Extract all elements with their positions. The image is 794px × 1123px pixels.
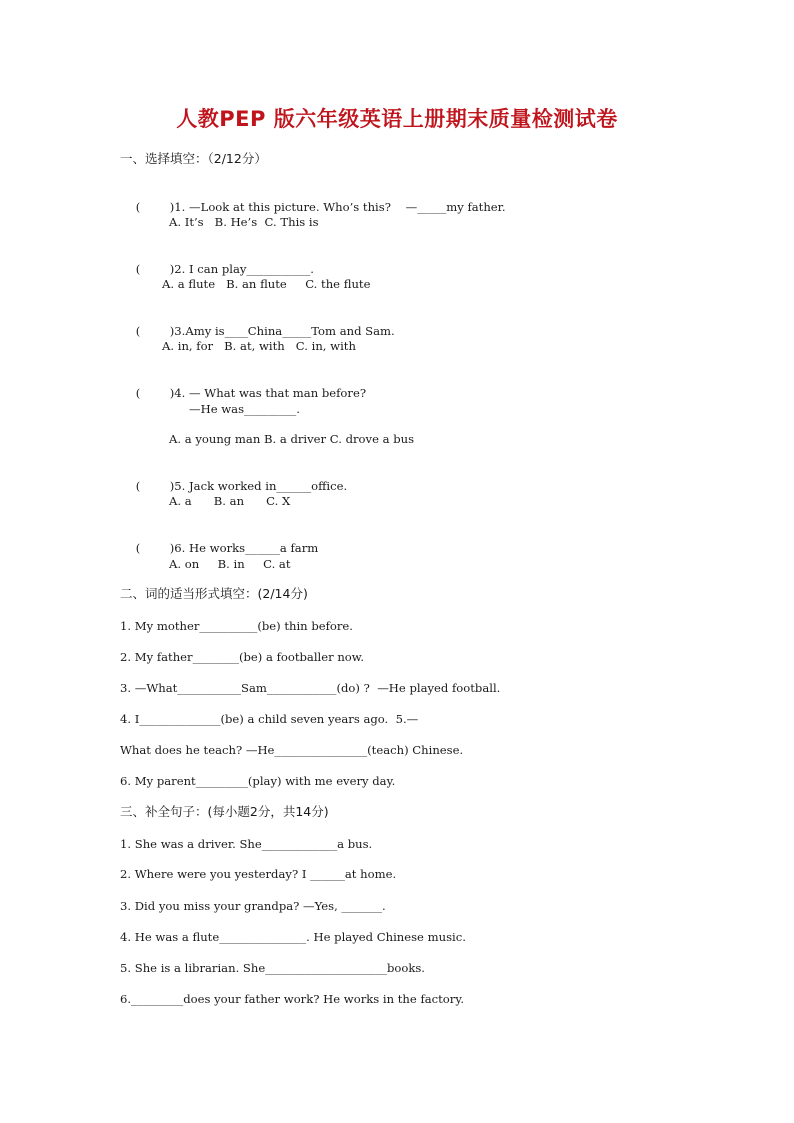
question-1-options: A. It’s B. He’s C. This is — [169, 215, 319, 229]
sentence-line: 1. She was a driver. She_____________a bus. — [120, 837, 373, 851]
answer-paren-close: ) — [169, 200, 175, 214]
fill-line: 4. I______________(be) a child seven years ago. 5.— — [120, 712, 419, 726]
question-6-options: A. on B. in C. at — [169, 557, 291, 571]
fill-line: 2. My father________(be) a footballer now. — [120, 650, 365, 664]
answer-paren-open: ( — [135, 541, 141, 555]
answer-paren-close: ) — [169, 324, 175, 338]
section-3-heading: 三、补全句子：(每小题2分，共14分) — [120, 804, 329, 819]
question-stem: 3.Amy is____China_____Tom and Sam. — [174, 324, 395, 338]
question-stem: 4. — What was that man before? — [174, 386, 367, 400]
question-4-sub: —He was_________. — [189, 402, 300, 416]
answer-paren-open: ( — [135, 324, 141, 338]
answer-paren-close: ) — [169, 541, 175, 555]
sentence-line: 3. Did you miss your grandpa? —Yes, _______. — [120, 899, 386, 913]
answer-paren-close: ) — [169, 479, 175, 493]
section-2-heading: 二、词的适当形式填空：(2/14分) — [120, 586, 308, 601]
fill-line: 1. My mother__________(be) thin before. — [120, 619, 353, 633]
fill-line: 6. My parent_________(play) with me every day. — [120, 774, 396, 788]
sentence-line: 6._________does your father work? He works in the factory. — [120, 992, 465, 1006]
question-5-options: A. a B. an C. X — [169, 494, 291, 508]
question-stem: 5. Jack worked in______office. — [174, 479, 348, 493]
question-stem: 1. —Look at this picture. Who’s this? —_____my father. — [174, 200, 506, 214]
sentence-line: 2. Where were you yesterday? I ______at home. — [120, 867, 397, 881]
question-2-options: A. a flute B. an flute C. the flute — [162, 277, 371, 291]
fill-line: What does he teach? —He________________(teach) Chinese. — [120, 743, 464, 757]
fill-line: 3. —What___________Sam____________(do) ? —He played football. — [120, 681, 501, 695]
question-3-options: A. in, for B. at, with C. in, with — [162, 339, 356, 353]
question-stem: 6. He works______a farm — [174, 541, 319, 555]
sentence-line: 4. He was a flute_______________. He played Chinese music. — [120, 930, 466, 944]
answer-paren-open: ( — [135, 262, 141, 276]
sentence-line: 5. She is a librarian. She_____________________books. — [120, 961, 425, 975]
answer-paren-close: ) — [169, 262, 175, 276]
answer-paren-open: ( — [135, 386, 141, 400]
question-stem: 2. I can play___________. — [174, 262, 314, 276]
question-4-options: A. a young man B. a driver C. drove a bus — [169, 432, 415, 446]
exam-title: 人教PEP 版六年级英语上册期末质量检测试卷 — [176, 107, 618, 131]
answer-paren-open: ( — [135, 200, 141, 214]
section-1-heading: 一、选择填空：（2/12分） — [120, 151, 267, 166]
answer-paren-open: ( — [135, 479, 141, 493]
answer-paren-close: ) — [169, 386, 175, 400]
